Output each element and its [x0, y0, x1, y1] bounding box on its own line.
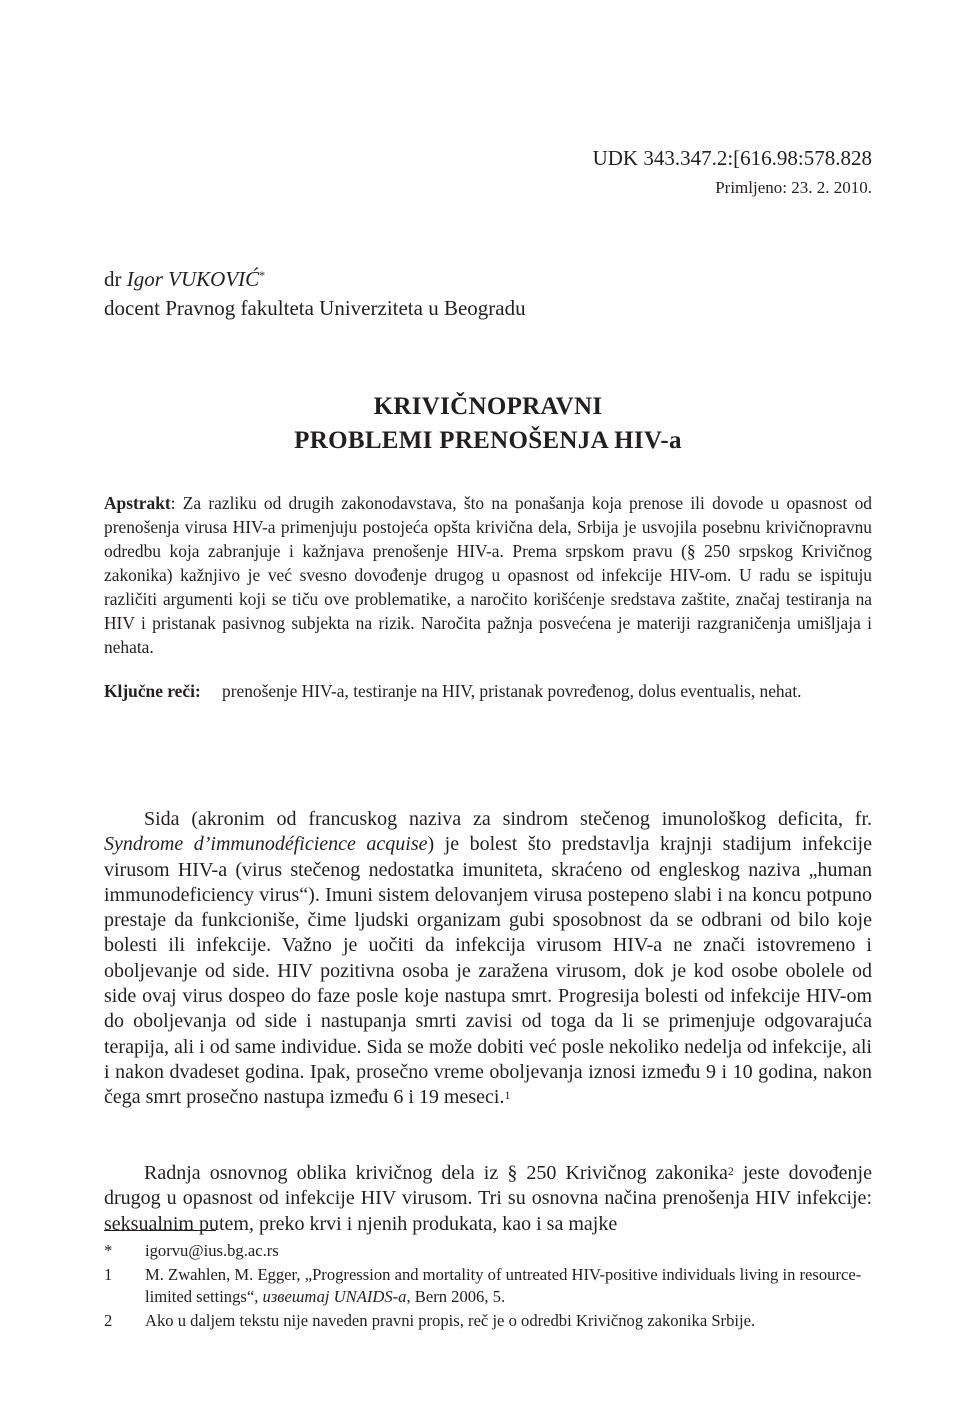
keywords-text: prenošenje HIV-a, testiranje na HIV, pristanak povređenog, dolus eventualis, nehat. [222, 681, 802, 701]
footnote-divider [104, 1230, 216, 1231]
keywords [104, 679, 872, 703]
footnote-email[interactable]: igorvu@ius.bg.ac.rs [145, 1241, 279, 1260]
paragraph-italic-term: Syndrome d’immunodéficience acquise [104, 833, 428, 856]
footnote-ref-2[interactable]: 2 [727, 1164, 734, 1178]
footnotes [104, 1240, 876, 1334]
author-line [104, 266, 265, 293]
footnote-1 [104, 1264, 876, 1308]
author-prefix: dr [104, 267, 122, 291]
footnote-star [104, 1240, 876, 1262]
author-footnote-mark[interactable]: * [259, 268, 266, 282]
abstract [104, 491, 872, 659]
paragraph-text: Radnja osnovnog oblika krivičnog dela iz § 250 Krivičnog zakonika [144, 1162, 728, 1184]
body-paragraph-1 [104, 807, 872, 1111]
footnote-2 [104, 1310, 876, 1332]
footnote-text: Ako u daljem tekstu nije naveden pravni propis, reč je o odredbi Krivičnog zakonika Srbije. [145, 1311, 756, 1330]
footnote-ref-1[interactable]: 1 [504, 1088, 511, 1103]
udk-classification: UDK 343.347.2:[616.98:578.828 [592, 146, 872, 170]
footnote-text: , Bern 2006, 5. [406, 1287, 506, 1306]
paragraph-text: Sida (akronim od francuskog naziva za sindrom stečenog imunološkog deficita, fr. [144, 808, 872, 830]
footnote-mark: 1 [104, 1265, 113, 1284]
body-paragraph-2 [104, 1161, 872, 1237]
author-affiliation: docent Pravnog fakulteta Univerziteta u Beogradu [104, 296, 526, 320]
footnote-mark: 2 [104, 1311, 113, 1330]
article-title-line-2: PROBLEMI PRENOŠENJA HIV-a [294, 427, 682, 454]
paragraph-text: ) je bolest što predstavlja krajnji stadijum infekcije virusom HIV-a (virus stečenog nedostatka imuniteta, skraćeno od engleskog naziva „human immunodeficiency virus“). Imuni sistem delovanjem virusa postepeno slabi i na koncu potpuno prestaje da funkcioniše, čime ljudski organizam gubi sposobnost da se odbrani od bilo koje bolesti ili infekcije. Važno je uočiti da infekcija virusom HIV-a ne znači istovremeno i oboljevanje od side. HIV pozitivna osoba je zaražena virusom, dok je kod osobe obolele od side ovaj virus dospeo do faze posle koje nastupa smrt. Progresija bolesti od infekcije HIV-om do oboljevanja od side i nastupanja smrti zavisi od toga da li se primenjuje odgovarajuća terapija, ali i od same individue. Sida se može dobiti već posle nekoliko nedelja od infekcije, ali i nakon dvadeset godina. Ipak, prosečno vreme oboljevanja iznosi između 9 i 10 godina, nakon čega smrt prosečno nastupa između 6 i 19 meseci. [104, 833, 872, 1109]
received-date: Primljeno: 23. 2. 2010. [715, 178, 872, 197]
footnote-mark: * [104, 1241, 113, 1260]
keywords-label: Ključne reči: [104, 681, 201, 701]
abstract-text: Za razliku od drugih zakonodavstava, što na ponašanja koja prenose ili dovode u opasnost od prenošenja virusa HIV-a primenjuju postojeća opšta krivična dela, Srbija je usvojila posebnu krivičnopravnu odredbu koja zabranjuje i kažnjava prenošenje HIV-a. Prema srpskom pravu (§ 250 srpskog Krivičnog zakonika) kažnjivo je već svesno dovođenje drugog u opasnost od infekcije HIV-om. U radu se ispituju različiti argumenti koji se tiču ove problematike, a naročito korišćenje sredstava zaštite, značaj testiranja na HIV i pristanak pasivnog subjekta na rizik. Naročita pažnja posvećena je materiji razgraničenja umišljaja i nehata. [104, 493, 872, 657]
paragraph-text: jeste dovođenje drugog u opasnost od infekcije HIV virusom. Tri su osnovna načina prenošenja HIV infekcije: seksualnim putem, preko krvi i njenih produkata, kao i sa majke [104, 1162, 872, 1235]
footnote-italic-source: извештај UNAIDS-a [262, 1287, 407, 1306]
article-title-line-1: KRIVIČNOPRAVNI [373, 393, 603, 420]
abstract-label: Apstrakt [104, 493, 171, 513]
abstract-separator: : [170, 493, 176, 513]
author-name: Igor VUKOVIĆ [126, 267, 260, 291]
footnote-text: M. Zwahlen, M. Egger, „Progression and mortality of untreated HIV-positive individuals living in resource-limited settings“, [145, 1265, 862, 1306]
